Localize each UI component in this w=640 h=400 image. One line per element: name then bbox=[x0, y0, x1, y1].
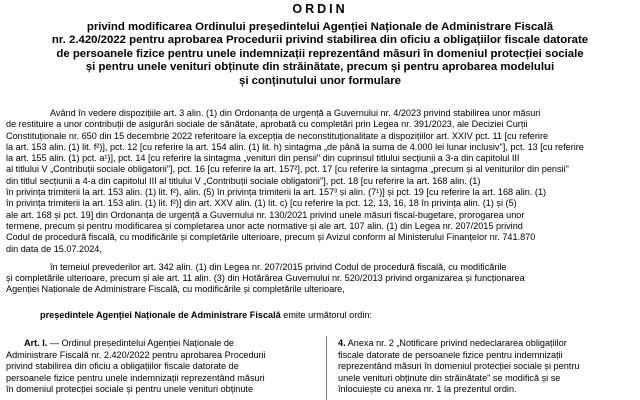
subtitle-line: și pentru unele venituri obținute din străinătate, precum și pentru aprobarea modelului bbox=[85, 61, 555, 74]
intro-line: ale art. 168 și pct. 19] din Ordonanța de urgență a Guvernului nr. 130/2021 privind unele măsuri fiscal-bugetare, prorogarea unor bbox=[6, 209, 525, 220]
subtitle-line: de persoanele fizice pentru unele indemnizații reprezentând măsuri în domeniul protecției sociale bbox=[56, 47, 584, 60]
document-title: ORDIN bbox=[292, 2, 348, 16]
emitter-name: președintele Agenției Naționale de Administrare Fiscală bbox=[40, 310, 281, 320]
article-right-column bbox=[338, 338, 636, 396]
subtitle-line: privind modificarea Ordinului președintelui Agenției Naționale de Administrare Fiscală bbox=[86, 21, 554, 33]
intro-line: de restituire a unor contribuții de asigurări sociale de sănătate, aprobată cu completări prin Legea nr. 391/2023, ale Deciziei Curții bbox=[6, 119, 528, 130]
article-first-line bbox=[6, 338, 320, 350]
intro-paragraph bbox=[6, 108, 636, 255]
article-text: Anexa nr. 2 „Notificare privind nedeclararea obligațiilor bbox=[347, 338, 567, 348]
document-body bbox=[6, 108, 636, 296]
emitter-statement bbox=[40, 310, 372, 320]
article-line: înlocuiește cu anexa nr. 1 la prezentul ordin. bbox=[338, 384, 517, 394]
article-first-line bbox=[338, 338, 636, 350]
article-line: persoanele fizice pentru unele indemnizații reprezentând măsuri bbox=[6, 372, 265, 383]
item-number: 4. bbox=[338, 338, 346, 348]
intro-line: termene, precum și pentru modificarea și completarea unor acte normative și ale art. 107 alin. (1) din Legea nr. 207/2015 privind bbox=[6, 220, 523, 231]
preamble-line: în temeiul prevederilor art. 342 alin. (1) din Legea nr. 207/2015 privind Codul de procedură fiscală, cu modificările bbox=[50, 261, 507, 272]
preamble-line: și completările ulterioare, precum și ale art. 11 alin. (3) din Hotărârea Guvernului nr. 520/2013 privind organizarea și funcționarea bbox=[6, 273, 525, 284]
intro-line: Având în vedere dispozițiile art. 3 alin. (1) din Ordonanța de urgență a Guvernului nr. 4/2023 privind stabilirea unor măsuri bbox=[50, 108, 541, 118]
intro-line: în privința trimiterii la art. 153 alin. (1) lit. f²), alin. (5) în privința trimiterii la art. 157³ și alin. (7¹)] și pct. 19 [cu referire la art. 168 alin. (1) bbox=[6, 187, 547, 198]
article-line: în domeniul protecției sociale și pentru unele venituri obținute bbox=[6, 384, 254, 394]
intro-line: al titlului V „Contribuții sociale obligatorii"], pct. 16 [cu referire la art. 157²], pct. 17 [cu referire la sintagma „precum și al veniturilor din pensii" bbox=[6, 164, 569, 175]
article-line: privind stabilirea din oficiu a obligațiilor fiscale datorate de bbox=[6, 361, 239, 371]
intro-line: din data de 15.07.2024, bbox=[6, 243, 102, 254]
intro-line: la art. 153 alin. (1) lit. f²)], pct. 12 [cu referire la art. 154 alin. (1) lit. h) sintagma „de până la suma de 4.000 lei lunar inclusiv"], pct. 13 [cu referire bbox=[6, 141, 584, 152]
intro-line: din titlul secțiunii a 4-a din capitolul III al titlului V „Contribuții sociale obligatorii"], pct. 18 [cu referire la art. 168 alin. (1) bbox=[6, 175, 481, 186]
intro-line: la art. 155 alin. (1) pct. a¹)], pct. 14 [cu referire la sintagma „venituri din pensii" din cuprinsul titlului secțiunii a 3-a din capitolul III bbox=[6, 153, 520, 164]
article-line: fiscale datorate de persoanele fizice pentru indemnizații bbox=[338, 349, 563, 360]
article-line: Administrare Fiscală nr. 2.420/2022 pentru aprobarea Procedurii bbox=[6, 349, 266, 360]
subtitle-line: nr. 2.420/2022 pentru aprobarea Procedurii privind stabilirea din oficiu a obligațiilor fiscale datorate bbox=[51, 34, 589, 47]
emitter-suffix: emite următorul ordin: bbox=[280, 310, 372, 320]
subtitle-line: și conținutului unor formulare bbox=[239, 74, 401, 87]
article-text: — Ordinul președintelui Agenției Naționale de bbox=[49, 338, 235, 348]
intro-line: Codul de procedură fiscală, cu modificările și completările ulterioare, precum și Avizul conform al Ministerului Finanțelor nr. 741.870 bbox=[6, 232, 536, 243]
article-number: Art. I. bbox=[24, 338, 48, 348]
document-subtitle bbox=[0, 21, 640, 88]
preamble-paragraph bbox=[6, 262, 636, 296]
intro-line: în privința trimiterii la art. 153 alin. (1) lit. f²)] din art. XXV alin. (1) lit. c) [cu referire la pct. 12, 13, 16, 18 în privința alin. (1) și (5) bbox=[6, 198, 517, 209]
article-line: unele venituri obținute din străinătate" se modifică și se bbox=[338, 372, 561, 383]
article-left-column bbox=[6, 338, 320, 396]
article-line: reprezentând măsuri în domeniul protecției sociale și pentru bbox=[338, 361, 580, 371]
column-divider bbox=[326, 336, 327, 400]
intro-line: Constituționale nr. 650 din 15 decembrie 2022 referitoare la excepția de neconstituționalitate a dispozițiilor art. XXIV pct. 11 [cu referire bbox=[6, 130, 549, 141]
preamble-line: Agenției Naționale de Administrare Fiscală, cu modificările și completările ulterioare, bbox=[6, 284, 345, 295]
